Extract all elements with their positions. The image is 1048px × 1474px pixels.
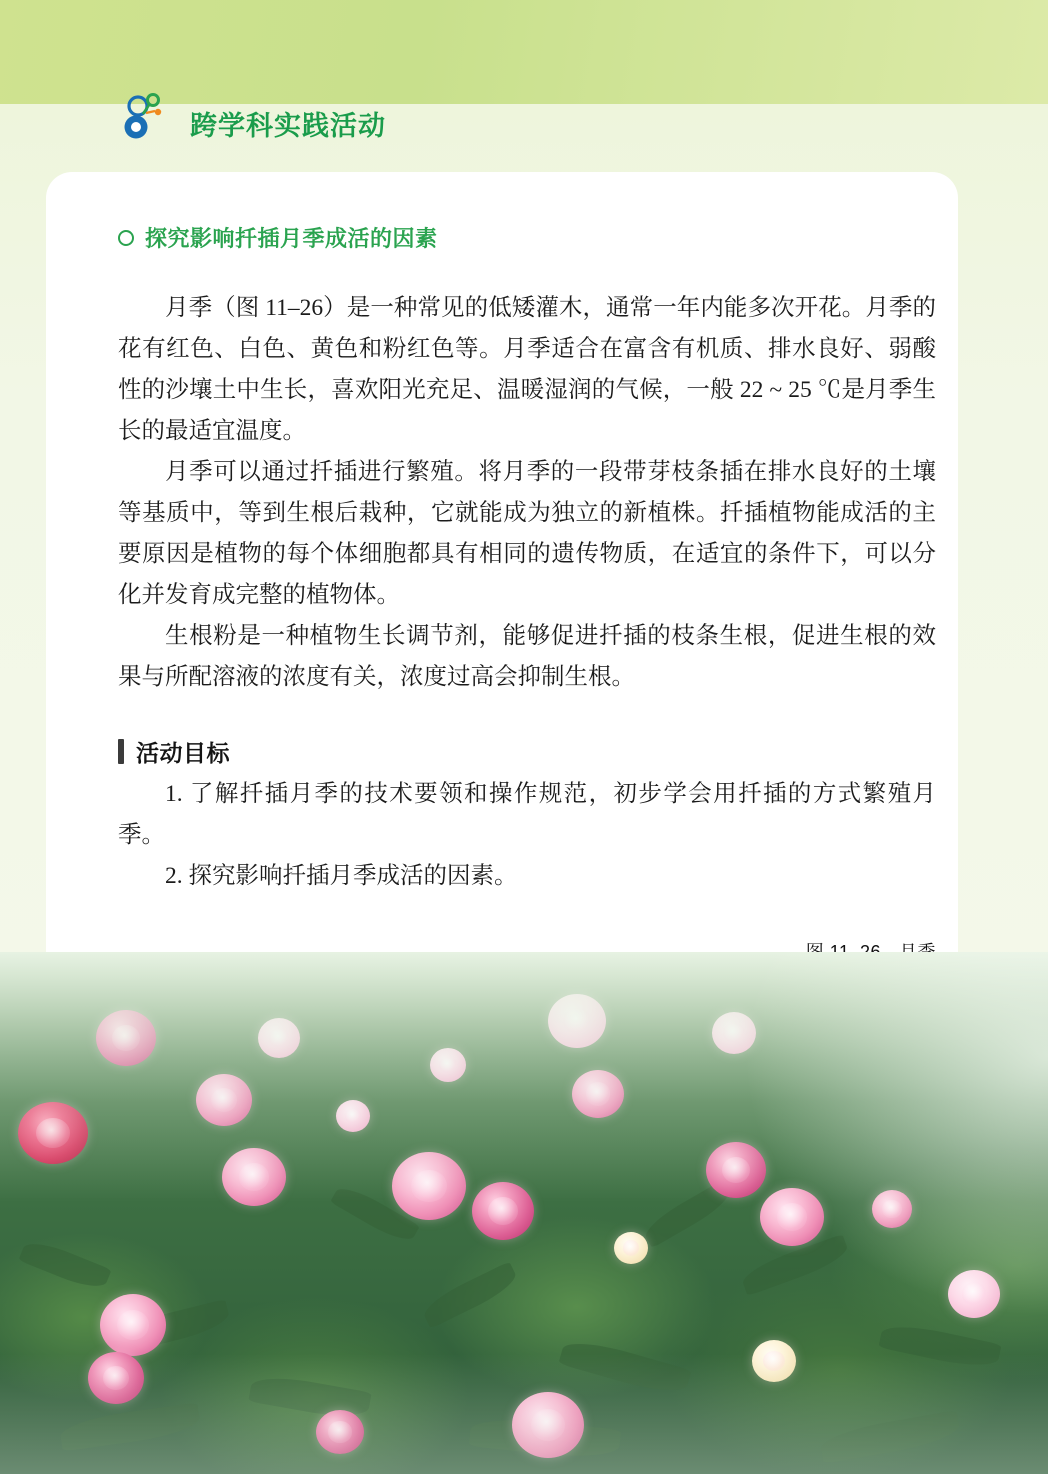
activity-goals-block xyxy=(118,735,936,897)
paragraph: 生根粉是一种植物生长调节剂，能够促进扦插的枝条生根，促进生根的效果与所配溶液的浓度有关，浓度过高会抑制生根。 xyxy=(118,623,936,690)
photo-haze-bottom xyxy=(0,1354,1048,1474)
heading-accent-bar xyxy=(118,739,124,764)
activity-goals-title: 活动目标 xyxy=(136,740,230,766)
rose-garden-photograph xyxy=(0,952,1048,1474)
activity-goals-list xyxy=(118,774,936,897)
list-item: 2. 探究影响扦插月季成活的因素。 xyxy=(165,863,518,889)
section-title: 探究影响扦插月季成活的因素 xyxy=(145,226,438,251)
paragraph: 月季可以通过扦插进行繁殖。将月季的一段带芽枝条插在排水良好的土壤等基质中，等到生根后栽种，它就能成为独立的新植株。扦插植物能成活的主要原因是植物的每个体细胞都具有相同的遗传物质，在适宜的条件下，可以分化并发育成完整的植物体。 xyxy=(118,459,936,608)
header-title: 跨学科实践活动 xyxy=(190,110,386,141)
ring-bullet-icon xyxy=(118,230,134,246)
list-item: 1. 了解扦插月季的技术要领和操作规范，初步学会用扦插的方式繁殖月季。 xyxy=(118,781,936,848)
section-title-row xyxy=(118,222,438,253)
page-header xyxy=(112,96,386,150)
molecule-logo-icon xyxy=(112,86,176,150)
body-text xyxy=(118,288,936,698)
paragraph: 月季（图 11–26）是一种常见的低矮灌木，通常一年内能多次开花。月季的花有红色、白色、黄色和粉红色等。月季适合在富含有机质、排水良好、弱酸性的沙壤土中生长，喜欢阳光充足、温暖湿润的气候，一般 22 ~ 25 ℃是月季生长的最适宜温度。 xyxy=(118,295,936,444)
activity-goals-heading xyxy=(118,735,936,768)
